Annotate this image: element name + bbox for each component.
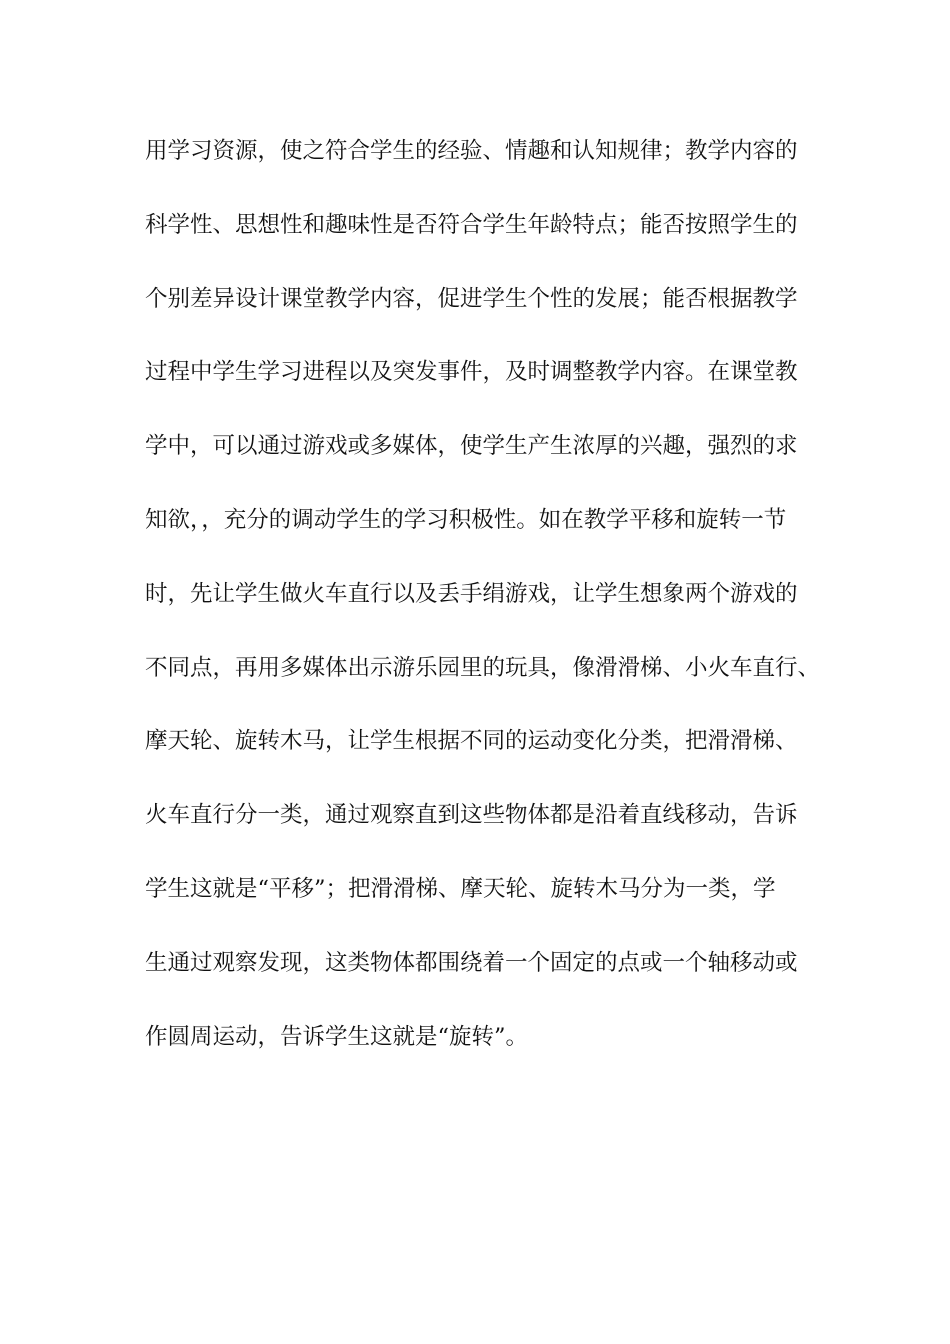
text-line: 科学性、思想性和趣味性是否符合学生年龄特点；能否按照学生的 [145,211,798,238]
text-line: 学中，可以通过游戏或多媒体，使学生产生浓厚的兴趣，强烈的求 [145,433,798,460]
text-line: 学生这就是“平移”；把滑滑梯、摩天轮、旋转木马分为一类，学 [145,875,776,902]
text-line: 作圆周运动，告诉学生这就是“旋转”。 [145,1023,529,1050]
text-line: 知欲，，充分的调动学生的学习积极性。如在教学平移和旋转一节 [145,506,787,533]
body-paragraph [145,129,825,1088]
text-line: 时，先让学生做火车直行以及丢手绢游戏，让学生想象两个游戏的 [145,580,798,607]
text-line: 火车直行分一类，通过观察直到这些物体都是沿着直线移动，告诉 [145,802,798,829]
text-line: 用学习资源，使之符合学生的经验、情趣和认知规律；教学内容的 [145,138,798,164]
text-line: 不同点，再用多媒体出示游乐园里的玩具，像滑滑梯、小火车直行、 [145,654,821,681]
text-line: 摩天轮、旋转木马，让学生根据不同的运动变化分类，把滑滑梯、 [145,728,798,755]
text-line: 过程中学生学习进程以及突发事件，及时调整教学内容。在课堂教 [145,359,798,386]
text-line: 生通过观察发现，这类物体都围绕着一个固定的点或一个轴移动或 [145,949,798,976]
text-line: 个别差异设计课堂教学内容，促进学生个性的发展；能否根据教学 [145,285,798,312]
